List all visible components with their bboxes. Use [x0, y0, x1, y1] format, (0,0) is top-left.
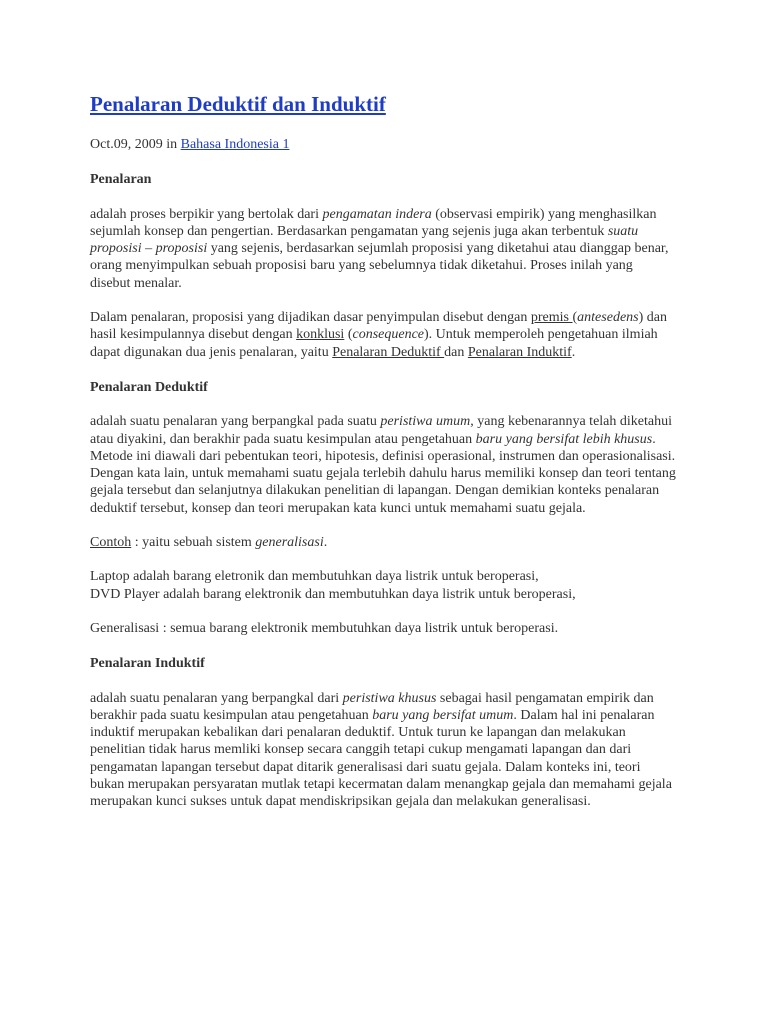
post-date: Oct.09, 2009 in: [90, 137, 181, 152]
text-run: . Dalam hal ini penalaran induktif merupakan kebalikan dari penalaran deduktif. Untuk turun ke lapangan dan melakukan penelitian tidak harus memliki konsep secara canggih tetapi cukup mengamati lapangan dan dari pengamatan lapangan tersebut dapat ditarik generalisasi dari suatu gejala. Dalam konteks ini, teori bukan merupakan persyaratan mutlak tetapi kecermatan dalam menangkap gejala dan memahami gejala merupakan kunci sukses untuk dapat mendiskripsikan gejala dan melakukan generalisasi.: [90, 707, 672, 810]
inline-link[interactable]: Contoh: [90, 535, 132, 551]
text-run: : yaitu sebuah sistem: [131, 535, 256, 551]
text-run: (observasi empirik) yang menghasilkan sejumlah konsep dan pengertian. Berdasarkan pengamatan yang sejenis juga akan terbentuk: [90, 206, 657, 239]
heading-penalaran: Penalaran: [90, 172, 152, 188]
text-run: (: [572, 310, 578, 326]
text-run: Dalam penalaran, proposisi yang dijadikan dasar penyimpulan disebut dengan: [90, 310, 531, 326]
emphasis-text: peristiwa khusus: [342, 690, 437, 706]
example-laptop: Laptop adalah barang eletronik dan membutuhkan daya listrik untuk beroperasi,: [90, 569, 539, 585]
emphasis-text: peristiwa umum: [380, 414, 471, 430]
text-run: adalah proses berpikir yang bertolak dari: [90, 206, 323, 222]
paragraph-contoh: [90, 534, 676, 551]
emphasis-text: generalisasi: [255, 535, 324, 551]
emphasis-text: antesedens: [577, 310, 639, 326]
text-run: ) dan hasil kesimpulannya disebut dengan: [90, 310, 667, 343]
post-meta: [90, 136, 676, 153]
text-run: (: [344, 327, 353, 343]
paragraph-induktif-1: [90, 690, 676, 811]
text-run: dan: [444, 344, 468, 360]
text-run: ). Untuk memperoleh pengetahuan ilmiah dapat digunakan dua jenis penalaran, yaitu: [90, 327, 658, 360]
text-run: .: [323, 535, 328, 551]
text-run: sebagai hasil pengamatan empirik dan berakhir pada suatu kesimpulan atau pengetahuan: [90, 690, 654, 723]
inline-link[interactable]: konklusi: [296, 327, 345, 343]
page-title: [90, 92, 676, 116]
inline-link[interactable]: Penalaran Deduktif: [332, 344, 445, 360]
example-dvd: DVD Player adalah barang elektronik dan membutuhkan daya listrik untuk beroperasi,: [90, 586, 576, 602]
article: [90, 92, 676, 811]
heading-induktif: Penalaran Induktif: [90, 656, 205, 672]
emphasis-text: consequence: [352, 327, 425, 343]
paragraph-penalaran-1: [90, 206, 676, 292]
text-run: adalah suatu penalaran yang berpangkal pada suatu: [90, 414, 381, 430]
paragraph-deduktif-1: [90, 413, 676, 517]
paragraph-penalaran-2: [90, 309, 676, 361]
emphasis-text: baru yang bersifat umum: [372, 707, 514, 723]
text-run: , yang kebenarannya telah diketahui atau diyakini, dan berakhir pada suatu kesimpulan atau pengetahuan: [90, 414, 672, 447]
text-run: . Metode ini diawali dari pebentukan teori, hipotesis, definisi operasional, instrumen dan operasionalisasi. Dengan kata lain, untuk memahami suatu gejala terlebih dahulu harus memiliki konsep dan teori tentang gejala tersebut dan selanjutnya dilakukan penelitian di lapangan. Dengan demikian konteks penalaran deduktif tersebut, konsep dan teori merupakan kata kunci untuk memahami suatu gejala.: [90, 431, 676, 516]
inline-link[interactable]: Penalaran Induktif: [467, 344, 572, 360]
emphasis-text: baru yang bersifat lebih khusus: [475, 431, 653, 447]
inline-link[interactable]: premis: [530, 310, 573, 326]
emphasis-text: pengamatan indera: [322, 206, 432, 222]
title-link[interactable]: Penalaran Deduktif dan Induktif: [90, 92, 386, 116]
heading-deduktif: Penalaran Deduktif: [90, 379, 208, 395]
text-run: yang sejenis, berdasarkan sejumlah proposisi yang diketahui atau dianggap benar, orang menyimpulkan sebuah proposisi baru yang sebelumnya tidak diketahui. Proses inilah yang disebut menalar.: [90, 241, 669, 291]
text-run: .: [571, 344, 576, 360]
category-link[interactable]: Bahasa Indonesia 1: [180, 137, 290, 152]
emphasis-text: suatu proposisi – proposisi: [90, 223, 639, 257]
paragraph-generalisasi: Generalisasi : semua barang elektronik membutuhkan daya listrik untuk beroperasi.: [90, 620, 559, 636]
text-run: adalah suatu penalaran yang berpangkal dari: [90, 690, 343, 706]
